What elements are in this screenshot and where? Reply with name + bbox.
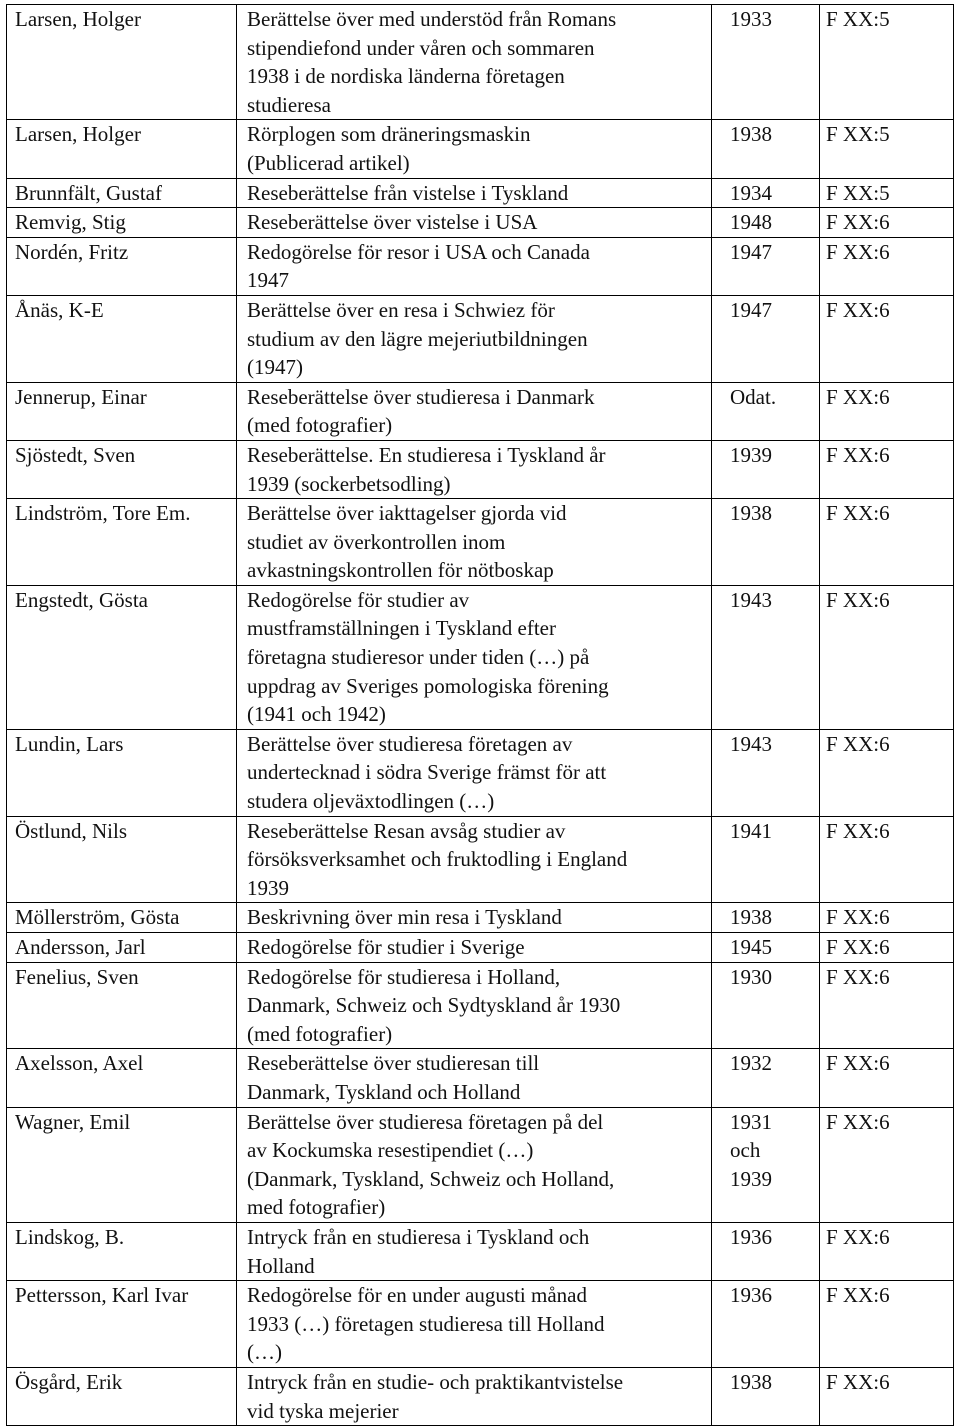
reference-cell: F XX:6 (820, 1049, 954, 1107)
year-cell: Odat. (712, 382, 820, 440)
year-cell: 1933 (712, 5, 820, 120)
year-cell: 1938 (712, 1367, 820, 1425)
author-cell: Wagner, Emil (7, 1107, 237, 1222)
table-row (7, 816, 954, 903)
author-cell: Remvig, Stig (7, 208, 237, 238)
archive-table-body (7, 5, 954, 1426)
reference-cell: F XX:6 (820, 237, 954, 295)
author-cell: Brunnfält, Gustaf (7, 178, 237, 208)
table-row (7, 178, 954, 208)
table-row (7, 208, 954, 238)
reference-cell: F XX:6 (820, 729, 954, 816)
author-cell: Engstedt, Gösta (7, 585, 237, 729)
archive-listing (6, 4, 953, 1426)
year-cell: 1947 (712, 295, 820, 382)
table-row (7, 1049, 954, 1107)
year-cell: 1931 och 1939 (712, 1107, 820, 1222)
table-row (7, 585, 954, 729)
reference-cell: F XX:6 (820, 440, 954, 498)
title-cell: Intryck från en studie- och praktikantvistelse vid tyska mejerier (237, 1367, 712, 1425)
year-cell: 1936 (712, 1222, 820, 1280)
table-row (7, 1107, 954, 1222)
table-row (7, 962, 954, 1049)
author-cell: Nordén, Fritz (7, 237, 237, 295)
author-cell: Lundin, Lars (7, 729, 237, 816)
author-cell: Sjöstedt, Sven (7, 440, 237, 498)
table-row (7, 295, 954, 382)
reference-cell: F XX:6 (820, 1107, 954, 1222)
title-cell: Reseberättelse. En studieresa i Tyskland år 1939 (sockerbetsodling) (237, 440, 712, 498)
title-cell: Redogörelse för studieresa i Holland, Danmark, Schweiz och Sydtyskland år 1930 (med fotografier) (237, 962, 712, 1049)
year-cell: 1947 (712, 237, 820, 295)
year-cell: 1939 (712, 440, 820, 498)
table-row (7, 903, 954, 933)
author-cell: Jennerup, Einar (7, 382, 237, 440)
title-cell: Intryck från en studieresa i Tyskland och Holland (237, 1222, 712, 1280)
reference-cell: F XX:6 (820, 1222, 954, 1280)
reference-cell: F XX:6 (820, 816, 954, 903)
author-cell: Larsen, Holger (7, 120, 237, 178)
author-cell: Möllerström, Gösta (7, 903, 237, 933)
year-cell: 1943 (712, 585, 820, 729)
table-row (7, 120, 954, 178)
title-cell: Reseberättelse över vistelse i USA (237, 208, 712, 238)
table-row (7, 5, 954, 120)
reference-cell: F XX:6 (820, 295, 954, 382)
title-cell: Redogörelse för studier i Sverige (237, 933, 712, 963)
author-cell: Larsen, Holger (7, 5, 237, 120)
archive-table (6, 4, 954, 1426)
title-cell: Rörplogen som dräneringsmaskin (Publicerad artikel) (237, 120, 712, 178)
title-cell: Berättelse över studieresa företagen på del av Kockumska resestipendiet (…) (Danmark, Tyskland, Schweiz och Holland, med fotografier) (237, 1107, 712, 1222)
year-cell: 1945 (712, 933, 820, 963)
author-cell: Andersson, Jarl (7, 933, 237, 963)
year-cell: 1930 (712, 962, 820, 1049)
title-cell: Berättelse över med understöd från Romans stipendiefond under våren och sommaren 1938 i de nordiska länderna företagen studieresa (237, 5, 712, 120)
reference-cell: F XX:6 (820, 382, 954, 440)
reference-cell: F XX:6 (820, 962, 954, 1049)
title-cell: Berättelse över iakttagelser gjorda vid studiet av överkontrollen inom avkastningskontrollen för nötboskap (237, 499, 712, 586)
table-row (7, 1367, 954, 1425)
reference-cell: F XX:6 (820, 499, 954, 586)
author-cell: Pettersson, Karl Ivar (7, 1281, 237, 1368)
title-cell: Reseberättelse över studieresa i Danmark (med fotografier) (237, 382, 712, 440)
reference-cell: F XX:6 (820, 208, 954, 238)
table-row (7, 933, 954, 963)
reference-cell: F XX:5 (820, 120, 954, 178)
year-cell: 1938 (712, 903, 820, 933)
reference-cell: F XX:6 (820, 903, 954, 933)
year-cell: 1938 (712, 120, 820, 178)
title-cell: Berättelse över studieresa företagen av undertecknad i södra Sverige främst för att studera oljeväxtodlingen (…) (237, 729, 712, 816)
year-cell: 1941 (712, 816, 820, 903)
reference-cell: F XX:6 (820, 1367, 954, 1425)
reference-cell: F XX:5 (820, 5, 954, 120)
table-row (7, 1222, 954, 1280)
table-row (7, 729, 954, 816)
reference-cell: F XX:5 (820, 178, 954, 208)
table-row (7, 382, 954, 440)
year-cell: 1948 (712, 208, 820, 238)
title-cell: Reseberättelse över studieresan till Danmark, Tyskland och Holland (237, 1049, 712, 1107)
year-cell: 1932 (712, 1049, 820, 1107)
title-cell: Beskrivning över min resa i Tyskland (237, 903, 712, 933)
title-cell: Redogörelse för studier av mustframställningen i Tyskland efter företagna studieresor under tiden (…) på uppdrag av Sveriges pomologiska förening (1941 och 1942) (237, 585, 712, 729)
year-cell: 1938 (712, 499, 820, 586)
title-cell: Reseberättelse Resan avsåg studier av försöksverksamhet och fruktodling i England 1939 (237, 816, 712, 903)
year-cell: 1934 (712, 178, 820, 208)
table-row (7, 1281, 954, 1368)
table-row (7, 440, 954, 498)
table-row (7, 499, 954, 586)
reference-cell: F XX:6 (820, 933, 954, 963)
author-cell: Fenelius, Sven (7, 962, 237, 1049)
author-cell: Ånäs, K-E (7, 295, 237, 382)
title-cell: Redogörelse för en under augusti månad 1933 (…) företagen studieresa till Holland (…) (237, 1281, 712, 1368)
title-cell: Reseberättelse från vistelse i Tyskland (237, 178, 712, 208)
year-cell: 1936 (712, 1281, 820, 1368)
author-cell: Ösgård, Erik (7, 1367, 237, 1425)
reference-cell: F XX:6 (820, 585, 954, 729)
reference-cell: F XX:6 (820, 1281, 954, 1368)
author-cell: Axelsson, Axel (7, 1049, 237, 1107)
title-cell: Berättelse över en resa i Schwiez för studium av den lägre mejeriutbildningen (1947) (237, 295, 712, 382)
author-cell: Östlund, Nils (7, 816, 237, 903)
author-cell: Lindskog, B. (7, 1222, 237, 1280)
table-row (7, 237, 954, 295)
year-cell: 1943 (712, 729, 820, 816)
author-cell: Lindström, Tore Em. (7, 499, 237, 586)
title-cell: Redogörelse för resor i USA och Canada 1947 (237, 237, 712, 295)
